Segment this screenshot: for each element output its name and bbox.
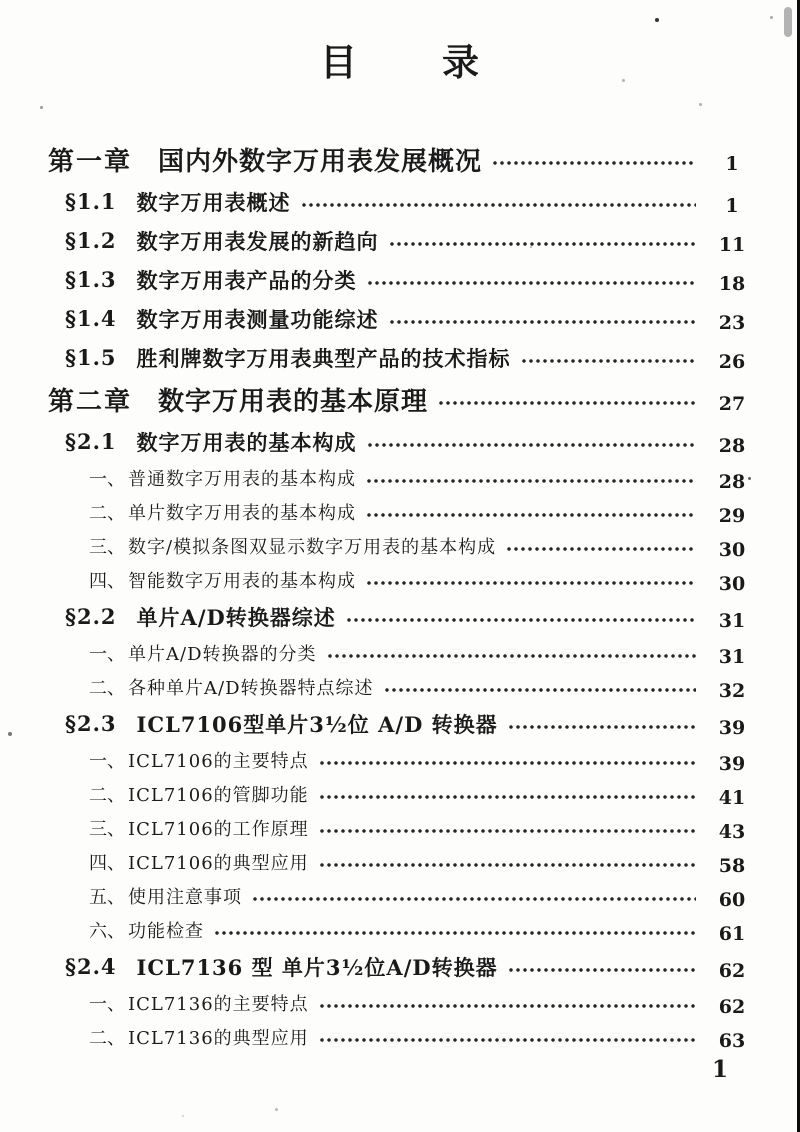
dot-leader <box>366 511 696 519</box>
toc-entry-title: 单片A/D转换器的分类 <box>128 644 317 665</box>
toc-entry-page-number: 29 <box>718 505 746 527</box>
toc-entry-title: 数字万用表测量功能综述 <box>136 306 379 332</box>
toc-entry-page-number: 39 <box>718 716 746 739</box>
toc-entry-title: 数字万用表的基本构成 <box>136 429 357 455</box>
dot-leader <box>319 827 696 835</box>
dot-leader <box>508 723 696 731</box>
toc-entry-label: §1.3 <box>65 267 117 292</box>
toc-entry-label: 第二章 <box>48 387 133 417</box>
toc-entry-title: 胜利牌数字万用表典型产品的技术指标 <box>136 345 511 371</box>
toc-entry-title: 数字万用表发展的新趋向 <box>136 228 379 254</box>
toc-entry-label: §2.1 <box>65 429 117 454</box>
toc-entry-label: §1.2 <box>65 228 117 253</box>
dot-leader <box>492 159 696 167</box>
toc-entry <box>48 563 758 597</box>
toc-entry-page-number: 1 <box>725 194 739 217</box>
toc-entry-page-number: 39 <box>718 753 746 775</box>
toc-entry <box>48 221 758 260</box>
page-title-char: 录 <box>442 40 480 84</box>
scan-speck <box>8 732 12 736</box>
toc-entry-title: ICL7106的管脚功能 <box>128 785 309 806</box>
toc-entry-page-number: 31 <box>718 609 746 632</box>
toc-entry <box>48 636 758 670</box>
toc-entry-page-number: 1 <box>725 152 739 175</box>
toc-entry-title: ICL7106的典型应用 <box>128 853 309 874</box>
toc-entry-title: 数字万用表产品的分类 <box>136 267 357 293</box>
toc-entry-page-number: 28 <box>718 471 746 493</box>
dot-leader <box>367 441 696 449</box>
toc-entry-label: §1.4 <box>65 306 117 331</box>
toc-entry-title: 功能检查 <box>128 921 204 942</box>
footer-page-number: 1 <box>711 1056 728 1083</box>
toc-entry-page-number: 62 <box>718 996 746 1018</box>
dot-leader <box>346 616 696 624</box>
toc-entry-label: 第一章 <box>48 147 133 177</box>
dot-leader <box>367 279 696 287</box>
toc-entry <box>48 182 758 221</box>
dot-leader <box>521 357 696 365</box>
toc-entry <box>48 377 758 422</box>
toc-entry-page-number: 60 <box>718 889 746 911</box>
toc-entry-page-number: 11 <box>718 233 746 256</box>
toc-entry <box>48 777 758 811</box>
toc-entry <box>48 913 758 947</box>
toc-entry-page-number: 31 <box>718 646 746 668</box>
dot-leader <box>252 895 696 903</box>
toc-entry-page-number: 63 <box>718 1030 746 1052</box>
toc-entry <box>48 597 758 636</box>
toc-entry-label: §2.4 <box>65 954 117 979</box>
scan-speck <box>275 1108 278 1111</box>
toc-list <box>48 137 758 1054</box>
toc-entry <box>48 422 758 461</box>
toc-entry-title: ICL7136的主要特点 <box>128 994 309 1015</box>
toc-entry-title: 智能数字万用表的基本构成 <box>128 571 356 592</box>
toc-entry-label: 三、 <box>89 537 125 558</box>
toc-entry-title: 数字/模拟条图双显示数字万用表的基本构成 <box>128 537 497 558</box>
toc-entry-page-number: 30 <box>718 573 746 595</box>
toc-entry <box>48 811 758 845</box>
toc-entry <box>48 461 758 495</box>
toc-entry <box>48 338 758 377</box>
dot-leader <box>319 793 696 801</box>
dot-leader <box>508 966 696 974</box>
toc-entry-page-number: 61 <box>718 923 746 945</box>
toc-entry-page-number: 58 <box>718 855 746 877</box>
toc-entry-label: §2.2 <box>65 604 117 629</box>
toc-entry-title: ICL7136的典型应用 <box>128 1028 309 1049</box>
toc-entry <box>48 299 758 338</box>
toc-entry-page-number: 18 <box>718 272 746 295</box>
dot-leader <box>389 240 696 248</box>
toc-entry-label: §2.3 <box>65 711 117 736</box>
dot-leader <box>319 759 696 767</box>
toc-entry-label: 四、 <box>89 571 125 592</box>
toc-entry-page-number: 26 <box>718 350 746 373</box>
toc-entry <box>48 529 758 563</box>
scan-speck <box>655 18 659 22</box>
dot-leader <box>327 652 697 660</box>
toc-entry-label: 五、 <box>89 887 125 908</box>
toc-entry <box>48 260 758 299</box>
toc-entry-page-number: 30 <box>718 539 746 561</box>
toc-entry-label: 一、 <box>89 644 125 665</box>
toc-entry-title: 各种单片A/D转换器特点综述 <box>128 678 374 699</box>
toc-entry <box>48 986 758 1020</box>
toc-entry <box>48 1020 758 1054</box>
toc-entry-label: 二、 <box>89 678 125 699</box>
dot-leader <box>438 399 696 407</box>
dot-leader <box>319 1036 696 1044</box>
toc-entry <box>48 137 758 182</box>
dot-leader <box>319 1002 696 1010</box>
toc-entry-title: 普通数字万用表的基本构成 <box>128 469 356 490</box>
dot-leader <box>319 861 696 869</box>
toc-entry-title: ICL7106型单片3½位 A/D 转换器 <box>136 711 498 737</box>
dot-leader <box>301 201 696 209</box>
dot-leader <box>366 579 696 587</box>
toc-entry-page-number: 27 <box>718 392 746 415</box>
toc-entry-label: 四、 <box>89 853 125 874</box>
page-title <box>0 32 800 86</box>
page-title-char: 目 <box>320 40 358 84</box>
dot-leader <box>384 686 697 694</box>
toc-entry-label: §1.5 <box>65 345 117 370</box>
toc-entry-title: 单片A/D转换器综述 <box>136 604 336 630</box>
toc-entry-title: 单片数字万用表的基本构成 <box>128 503 356 524</box>
toc-entry-page-number: 43 <box>718 821 746 843</box>
toc-entry-label: §1.1 <box>65 189 117 214</box>
toc-entry <box>48 743 758 777</box>
toc-entry-label: 六、 <box>89 921 125 942</box>
dot-leader <box>214 929 696 937</box>
toc-entry <box>48 879 758 913</box>
dot-leader <box>389 318 696 326</box>
toc-entry-page-number: 28 <box>718 434 746 457</box>
toc-entry-page-number: 41 <box>718 787 746 809</box>
toc-entry-label: 一、 <box>89 751 125 772</box>
toc-entry-label: 二、 <box>89 1028 125 1049</box>
scan-speck <box>40 106 43 109</box>
toc-entry-title: ICL7106的工作原理 <box>128 819 309 840</box>
toc-entry-page-number: 23 <box>718 311 746 334</box>
dot-leader <box>506 545 696 553</box>
scan-speck <box>182 1115 184 1117</box>
scan-speck <box>699 103 702 106</box>
toc-entry-title: 数字万用表的基本原理 <box>158 387 429 417</box>
toc-entry-label: 二、 <box>89 785 125 806</box>
toc-entry-title: 数字万用表概述 <box>136 189 291 215</box>
toc-entry-page-number: 62 <box>718 959 746 982</box>
toc-entry-label: 一、 <box>89 994 125 1015</box>
toc-entry-label: 三、 <box>89 819 125 840</box>
toc-entry <box>48 670 758 704</box>
toc-entry-label: 二、 <box>89 503 125 524</box>
toc-entry-label: 一、 <box>89 469 125 490</box>
dot-leader <box>366 477 696 485</box>
toc-entry-title: ICL7136 型 单片3½位A/D转换器 <box>136 954 498 980</box>
scan-speck <box>770 16 773 19</box>
toc-entry-title: 使用注意事项 <box>128 887 242 908</box>
toc-entry <box>48 495 758 529</box>
toc-entry <box>48 704 758 743</box>
toc-entry-page-number: 32 <box>718 680 746 702</box>
toc-entry <box>48 845 758 879</box>
toc-entry-title: ICL7106的主要特点 <box>128 751 309 772</box>
toc-entry-title: 国内外数字万用表发展概况 <box>158 147 483 177</box>
toc-entry <box>48 947 758 986</box>
